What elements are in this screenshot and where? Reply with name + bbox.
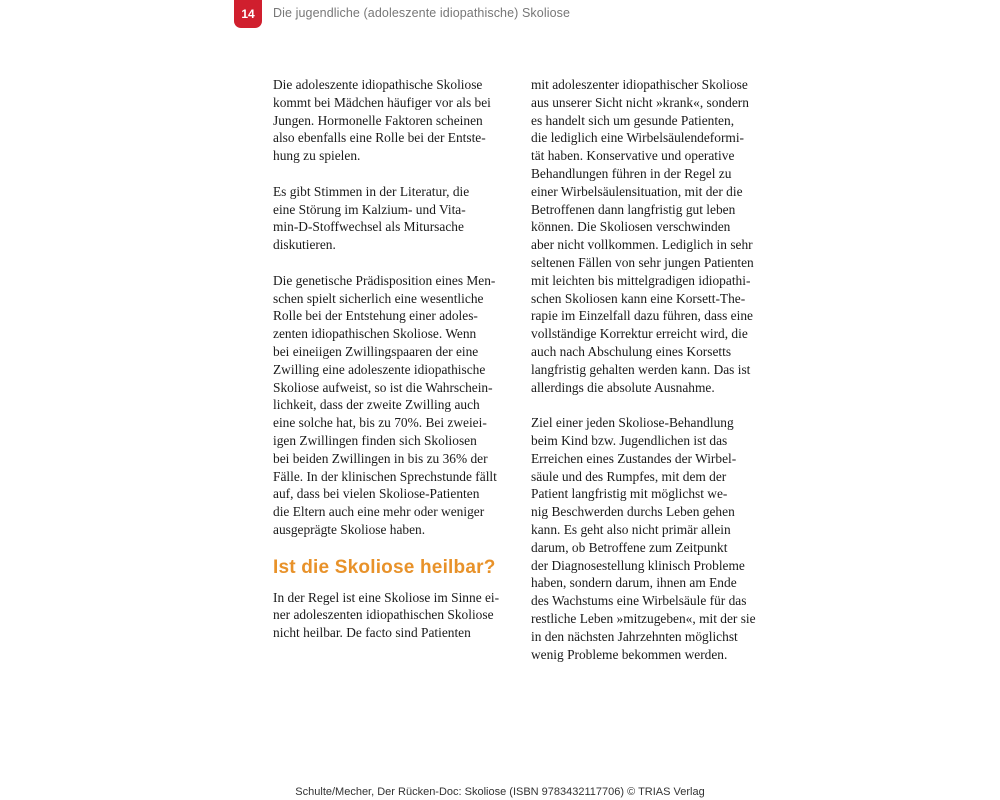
footer-citation: Schulte/Mecher, Der Rücken-Doc: Skoliose (ISBN 9783432117706) © TRIAS Verlag — [295, 786, 705, 798]
paragraph-hormonal-factors: Die adoleszente idiopathische Skoliose kommt bei Mädchen häufiger vor als bei Jungen. Hormonelle Faktoren scheinen also ebenfalls eine Rolle bei der Entste- hung zu spielen. — [273, 77, 491, 164]
paragraph-not-curable: In der Regel ist eine Skoliose im Sinne ei- ner adoleszenten idiopathischen Skoliose nicht heilbar. De facto sind Patienten — [273, 589, 500, 641]
page-number-badge: 14 — [234, 0, 262, 28]
paragraph-treatment-goal: Ziel einer jeden Skoliose-Behandlung beim Kind bzw. Jugendlichen ist das Erreichen eines Zustandes der Wirbel- säule und des Rumpfes, mit dem der Patient langfristig mit möglichst we- nig Beschwerden durchs Leben gehen kann. Es geht also nicht primär allein darum, ob Betroffene zum Zeitpunkt der Diagnosestellung klinisch Probleme haben, sondern darum, ihnen am Ende des Wachstums eine Wirbelsäule für das restliche Leben »mitzugeben«, mit der sie in den nächsten Jahrzehnten möglichst wenig Probleme bekommen werden. — [531, 415, 756, 662]
paragraph-calcium-vitamin-d: Es gibt Stimmen in der Literatur, die eine Störung im Kalzium- und Vita- min-D-Stoffwechsel als Mitursache diskutieren. — [273, 183, 470, 253]
running-header-title: Die jugendliche (adoleszente idiopathische) Skoliose — [273, 6, 571, 20]
left-text-column — [273, 76, 513, 660]
paragraph-genetic-predisposition: Die genetische Prädisposition eines Men- schen spielt sicherlich eine wesentliche Rolle bei der Entstehung einer adoles- zenten idiopathischen Skoliose. Wenn bei eineiigen Zwillingspaaren der eine Zwilling eine adoleszente idiopathische Skoliose aufweist, so ist die Wahrschein- lichkeit, dass der zweite Zwilling auch eine solche hat, bis zu 70%. Bei zweiei- igen Zwillingen finden sich Skoliosen bei beiden Zwillingen in bis zu 36% der Fälle. In der klinischen Sprechstunde fällt auf, dass bei vielen Skoliose-Patienten die Eltern auch eine mehr oder weniger ausgeprägte Skoliose haben. — [273, 272, 497, 537]
paragraph-not-sick: mit adoleszenter idiopathischer Skoliose aus unserer Sicht nicht »krank«, sondern es handelt sich um gesunde Patienten, die lediglich eine Wirbelsäulendeformi- tät haben. Konservative und operative Behandlungen führen in der Regel zu einer Wirbelsäulensituation, mit der die Betroffenen dann langfristig gut leben können. Die Skoliosen verschwinden aber nicht vollkommen. Lediglich in sehr seltenen Fällen von sehr jungen Patienten mit leichten bis mittelgradigen idiopathi- schen Skoliosen kann eine Korsett-The- rapie im Einzelfall dazu führen, dass eine vollständige Korrektur erreicht wird, die auch nach Abschulung eines Korsetts langfristig gehalten werden kann. Das ist allerdings die absolute Ausnahme. — [531, 77, 754, 395]
right-text-column — [531, 76, 771, 681]
section-heading-curable: Ist die Skoliose heilbar? — [273, 556, 496, 578]
